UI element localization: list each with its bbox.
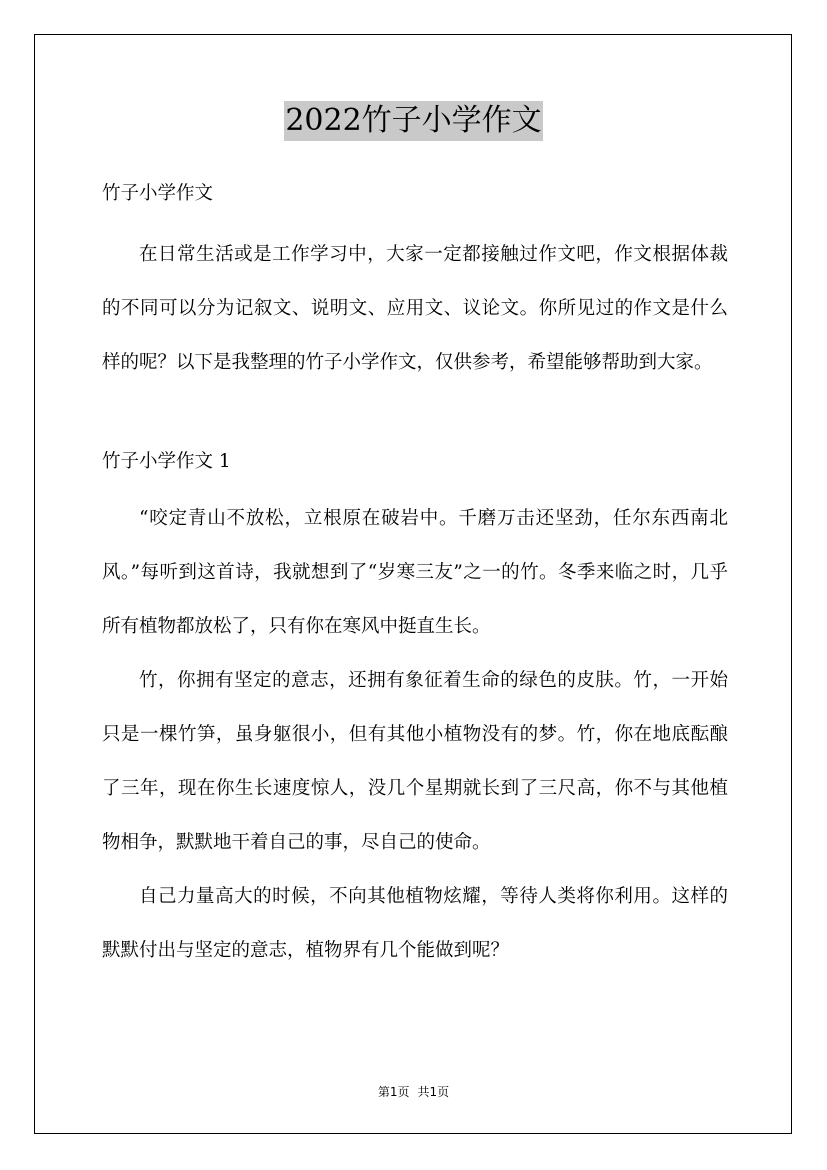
title-container bbox=[0, 101, 827, 141]
section-gap bbox=[102, 390, 728, 442]
body-paragraph-2: 竹，你拥有坚定的意志，还拥有象征着生命的绿色的皮肤。竹，一开始只是一棵竹笋，虽身躯很小，但有其他小植物没有的梦。竹，你在地底酝酿了三年，现在你生长速度惊人，没几个星期就长到了三尺高，你不与其他植物相争，默默地干着自己的事，尽自己的使命。 bbox=[102, 670, 728, 853]
document-body bbox=[102, 174, 728, 978]
document-subtitle: 竹子小学作文 bbox=[102, 183, 214, 204]
spacer bbox=[102, 482, 728, 492]
body-paragraph-3: 自己力量高大的时候，不向其他植物炫耀，等待人类将你利用。这样的默默付出与坚定的意志，植物界有几个能做到呢？ bbox=[102, 886, 728, 961]
spacer bbox=[102, 214, 728, 228]
section-heading: 竹子小学作文 1 bbox=[102, 451, 231, 472]
document-title: 2022竹子小学作文 bbox=[284, 101, 542, 141]
page-total: 共1页 bbox=[417, 1085, 450, 1099]
page-footer bbox=[0, 1082, 827, 1102]
page-number: 第1页 bbox=[377, 1085, 410, 1099]
intro-paragraph: 在日常生活或是工作学习中，大家一定都接触过作文吧，作文根据体裁的不同可以分为记叙文、说明文、应用文、议论文。你所见过的作文是什么样的呢？以下是我整理的竹子小学作文，仅供参考，希望能够帮助到大家。 bbox=[102, 244, 728, 373]
body-paragraph-1: “咬定青山不放松，立根原在破岩中。千磨万击还坚劲，任尔东西南北风。”每听到这首诗，我就想到了“岁寒三友”之一的竹。冬季来临之时，几乎所有植物都放松了，只有你在寒风中挺直生长。 bbox=[102, 508, 728, 637]
